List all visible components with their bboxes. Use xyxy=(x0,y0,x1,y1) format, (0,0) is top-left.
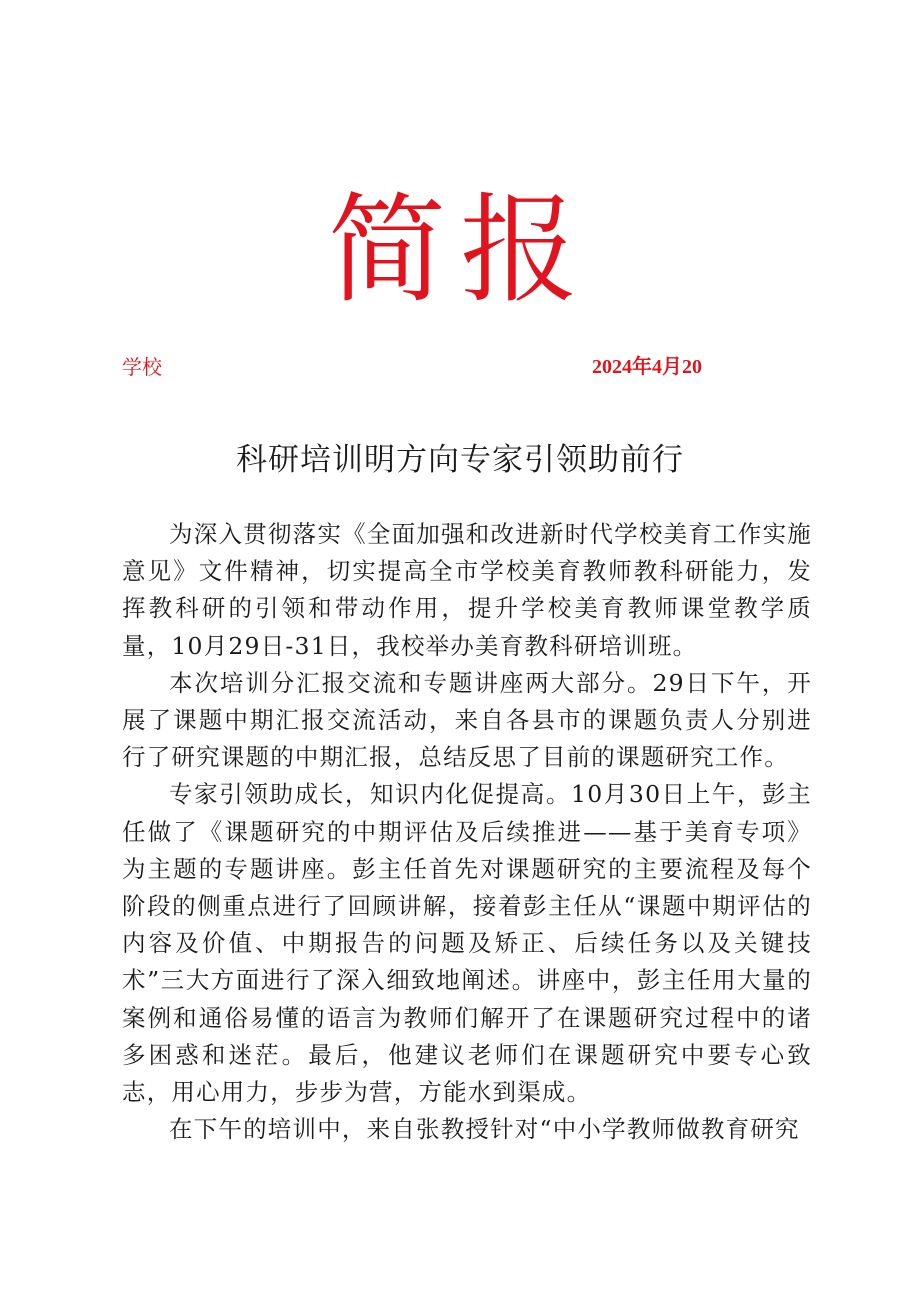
paragraph: 为深入贯彻落实《全面加强和改进新时代学校美育工作实施意见》文件精神，切实提高全市学校美育教师教科研能力，发挥教科研的引领和带动作用，提升学校美育教师课堂教学质量，10月29日-31日，我校举办美育教科研培训班。 xyxy=(122,520,812,660)
article-body xyxy=(122,516,812,1148)
paragraph: 本次培训分汇报交流和专题讲座两大部分。29日下午，开展了课题中期汇报交流活动，来自各县市的课题负责人分别进行了研究课题的中期汇报，总结反思了目前的课题研究工作。 xyxy=(122,668,812,772)
article-title: 科研培训明方向专家引领助前行 xyxy=(236,442,684,478)
masthead-meta-row xyxy=(122,352,722,382)
paragraph: 专家引领助成长，知识内化促提高。10月30日上午，彭主任做了《课题研究的中期评估及后续推进——基于美育专项》为主题的专题讲座。彭主任首先对课题研究的主要流程及每个阶段的侧重点进行了回顾讲解，接着彭主任从“课题中期评估的内容及价值、中期报告的问题及矫正、后续任务以及关键技术”三大方面进行了深入细致地阐述。讲座中，彭主任用大量的案例和通俗易懂的语言为教师们解开了在课题研究过程中的诸多困惑和迷茫。最后，他建议老师们在课题研究中要专心致志，用心用力，步步为营，方能水到渠成。 xyxy=(122,780,812,1107)
issue-date: 2024年4月20 xyxy=(592,356,702,378)
school-name: 学校 xyxy=(122,355,162,379)
masthead-title: 简报 xyxy=(327,181,592,319)
paragraph: 在下午的培训中，来自张教授针对“中小学教师做教育研究 xyxy=(169,1115,800,1144)
